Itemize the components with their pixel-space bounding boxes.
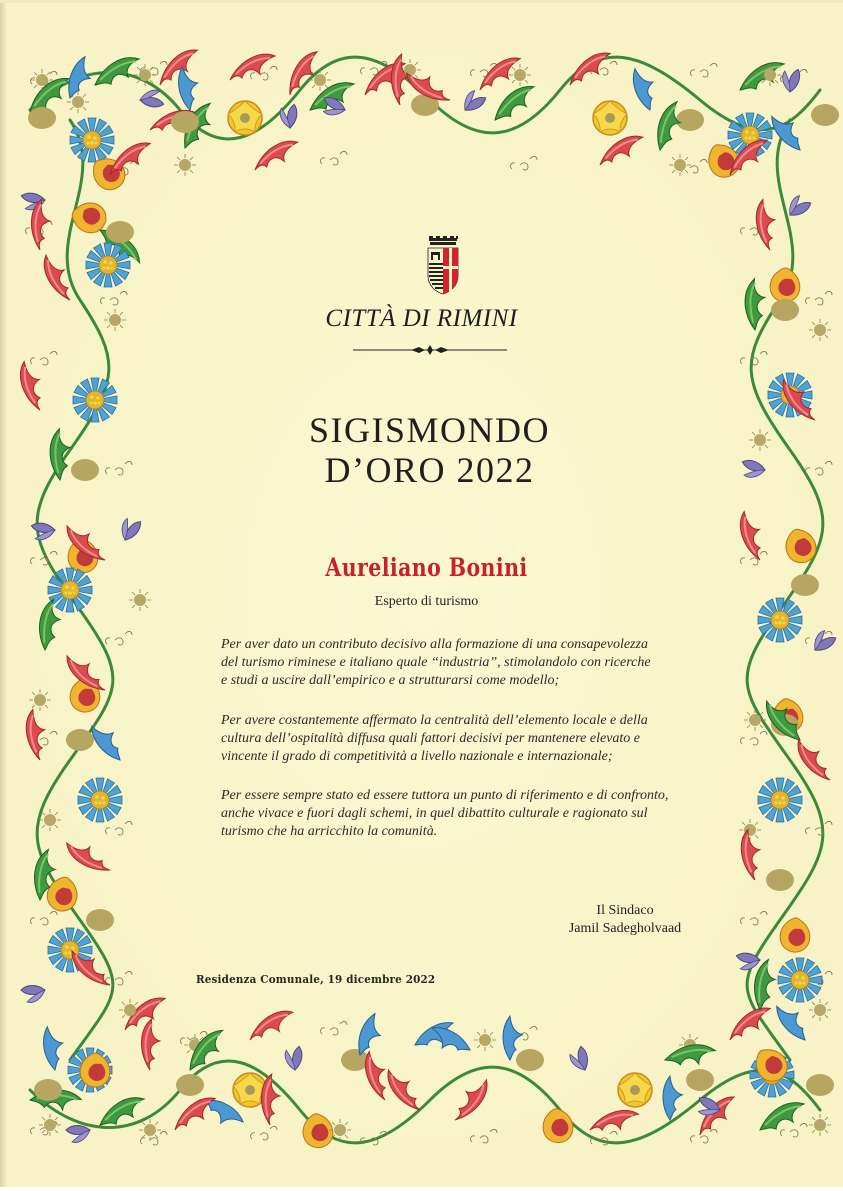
motivation-paragraph bbox=[221, 787, 721, 841]
signatory-name: Jamil Sadegholvaad bbox=[568, 921, 682, 936]
award-title-line1: SIGISMONDO bbox=[308, 410, 551, 450]
motivation-line: turismo che ha arricchito la comunità. bbox=[221, 824, 438, 839]
award-title-line2: D’ORO 2022 bbox=[324, 450, 535, 490]
place-and-date: Residenza Comunale, 19 dicembre 2022 bbox=[196, 972, 436, 986]
diamond-ornament-divider-icon bbox=[353, 345, 507, 355]
signatory-title: Il Sindaco bbox=[596, 903, 654, 918]
motivation-line: Per essere sempre stato ed essere tuttora un punto di riferimento e di confronto, bbox=[221, 788, 669, 803]
motivation-paragraph bbox=[221, 712, 721, 766]
recipient-role: Esperto di turismo bbox=[374, 594, 479, 609]
award-title bbox=[0, 410, 843, 490]
signature-block bbox=[540, 902, 710, 938]
recipient-name: Aureliano Bonini bbox=[325, 553, 528, 582]
motivation-line: Per avere costantemente affermato la centralità dell’elemento locale e della bbox=[221, 713, 648, 728]
motivation-line: Per aver dato un contributo decisivo alla formazione di una consapevolezza bbox=[221, 637, 648, 652]
motivation-line: anche vivace e fuori dagli schemi, in quel dibattito culturale e ragionato sul bbox=[221, 806, 648, 821]
motivation-paragraph bbox=[221, 636, 721, 690]
rimini-coat-of-arms-icon bbox=[426, 236, 460, 296]
city-name: CITTÀ DI RIMINI bbox=[325, 305, 518, 332]
motivation-line: del turismo riminese e italiano quale “industria”, stimolandolo con ricerche bbox=[221, 655, 651, 670]
motivation-line: cultura dell’ospitalità diffusa quali fattori decisivi per mantenere elevato e bbox=[221, 731, 641, 746]
motivation-line: e studi a uscire dall’empirico e a strutturarsi come modello; bbox=[221, 673, 560, 688]
motivation-line: vincente il grado di competitività a livello nazionale e internazionale; bbox=[221, 749, 613, 764]
